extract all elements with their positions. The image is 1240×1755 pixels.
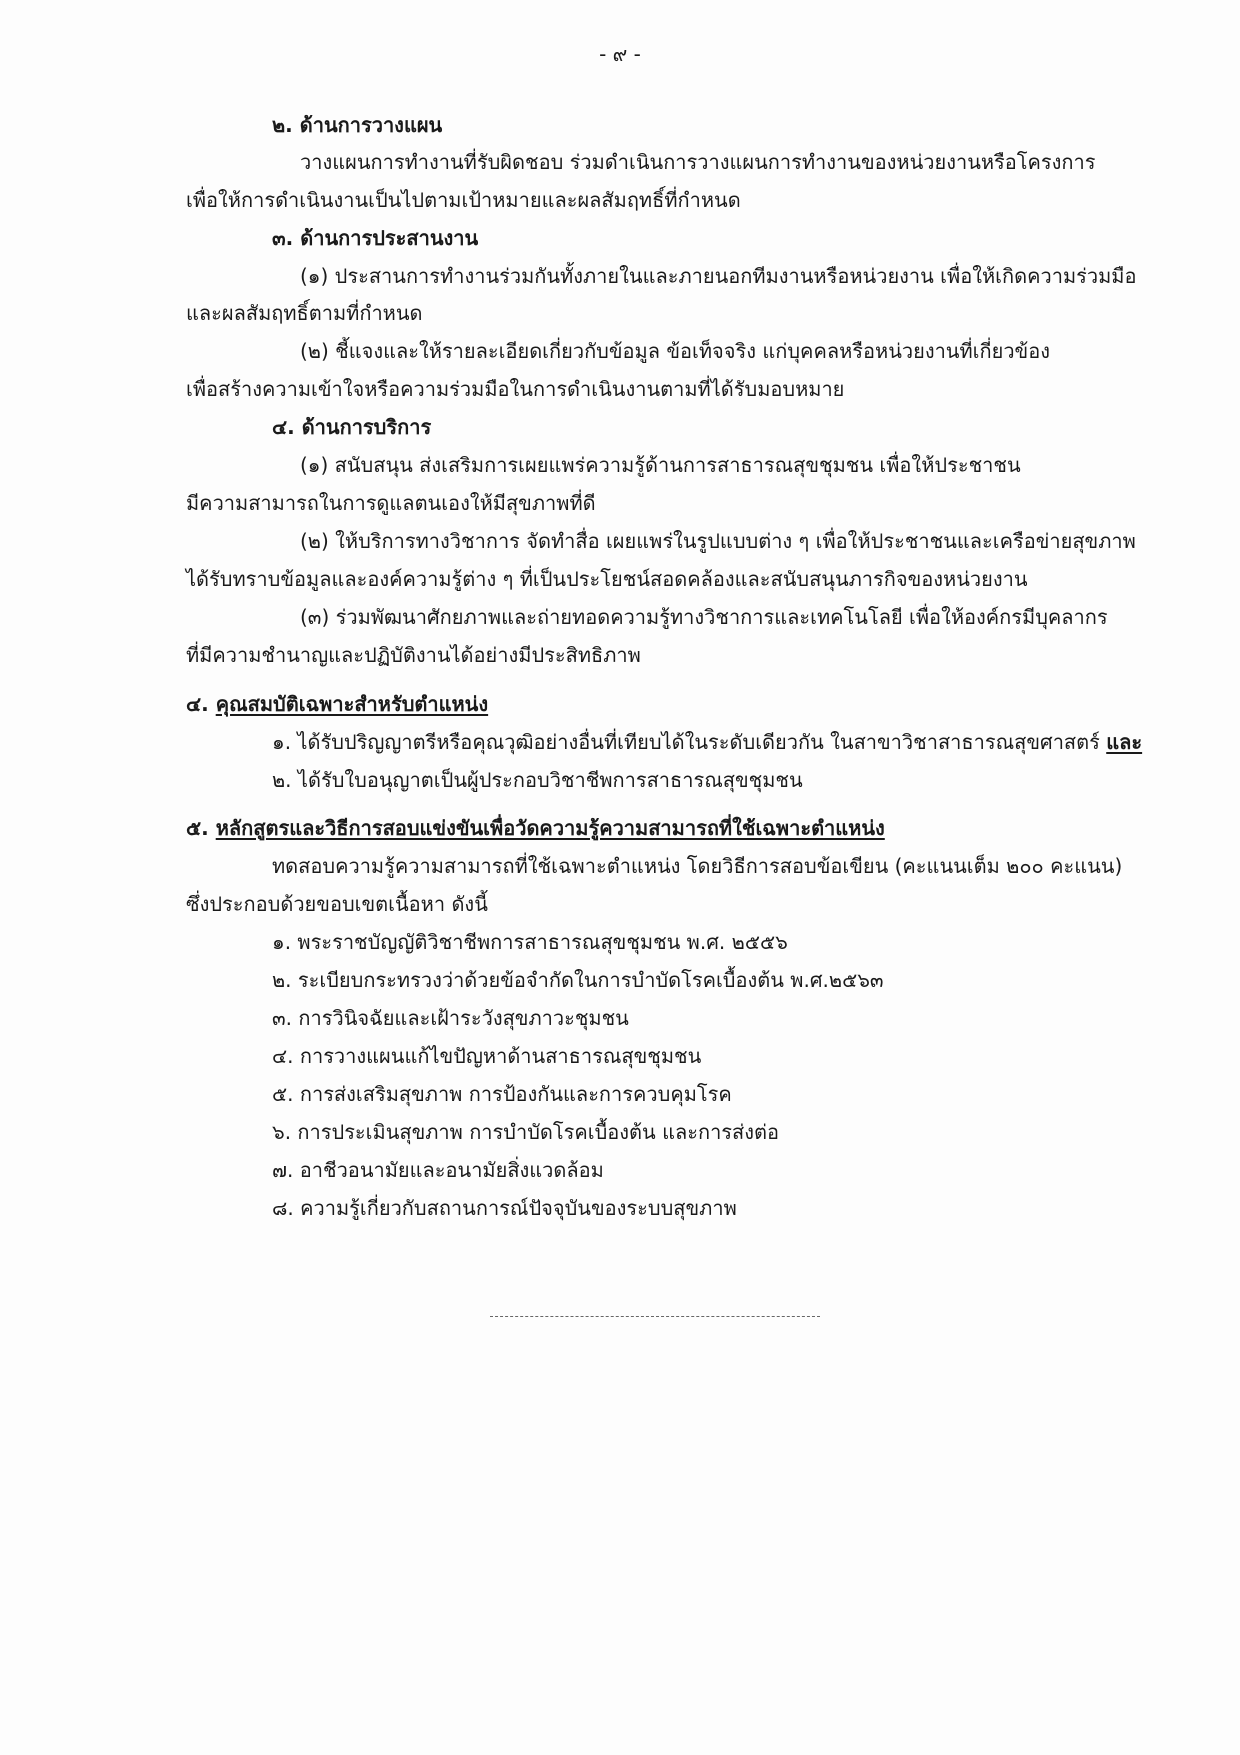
- end-separator-line: [490, 1316, 820, 1317]
- service-item-1-line-1: (๑) สนับสนุน ส่งเสริมการเผยแพร่ความรู้ด้านการสาธารณสุขชุมชน เพื่อให้ประชาชน: [300, 453, 1021, 477]
- exam-topic-4: ๔. การวางแผนแก้ไขปัญหาด้านสาธารณสุขชุมชน: [272, 1044, 702, 1068]
- service-item-2-line-2: ได้รับทราบข้อมูลและองค์ความรู้ต่าง ๆ ที่เป็นประโยชน์สอดคล้องและสนับสนุนภารกิจของหน่วยงาน: [186, 567, 1028, 591]
- exam-topic-2: ๒. ระเบียบกระทรวงว่าด้วยข้อจำกัดในการบำบัดโรคเบื้องต้น พ.ศ.๒๕๖๓: [272, 968, 884, 992]
- section-planning-heading: ๒. ด้านการวางแผน: [272, 113, 443, 137]
- exam-intro-line-1: ทดสอบความรู้ความสามารถที่ใช้เฉพาะตำแหน่ง โดยวิธีการสอบข้อเขียน (คะแนนเต็ม ๒๐๐ คะแนน): [272, 854, 1123, 878]
- exam-topic-3: ๓. การวินิจฉัยและเฝ้าระวังสุขภาวะชุมชน: [272, 1006, 629, 1030]
- planning-paragraph-line-2: เพื่อให้การดำเนินงานเป็นไปตามเป้าหมายและผลสัมฤทธิ์ที่กำหนด: [186, 188, 741, 212]
- qualification-item-1: [272, 730, 1142, 754]
- section-coordination-heading: ๓. ด้านการประสานงาน: [272, 226, 479, 250]
- qualification-item-2: ๒. ได้รับใบอนุญาตเป็นผู้ประกอบวิชาชีพการสาธารณสุขชุมชน: [272, 768, 803, 792]
- qualification-item-1-text: ๑. ได้รับปริญญาตรีหรือคุณวุฒิอย่างอื่นที่เทียบได้ในระดับเดียวกัน ในสาขาวิชาสาธารณสุขศาสตร์: [272, 730, 1100, 754]
- qualifications-heading-number: ๔.: [186, 692, 209, 716]
- coordination-item-1-line-1: (๑) ประสานการทำงานร่วมกันทั้งภายในและภายนอกทีมงานหรือหน่วยงาน เพื่อให้เกิดความร่วมมือ: [300, 264, 1137, 288]
- section-service-heading: ๔. ด้านการบริการ: [272, 415, 432, 439]
- exam-intro-line-2: ซึ่งประกอบด้วยขอบเขตเนื้อหา ดังนี้: [186, 892, 488, 916]
- exam-heading-text: หลักสูตรและวิธีการสอบแข่งขันเพื่อวัดความรู้ความสามารถที่ใช้เฉพาะตำแหน่ง: [215, 816, 885, 840]
- exam-topic-7: ๗. อาชีวอนามัยและอนามัยสิ่งแวดล้อม: [272, 1158, 604, 1182]
- coordination-item-2-line-2: เพื่อสร้างความเข้าใจหรือความร่วมมือในการดำเนินงานตามที่ได้รับมอบหมาย: [186, 377, 845, 401]
- service-item-3-line-2: ที่มีความชำนาญและปฏิบัติงานได้อย่างมีประสิทธิภาพ: [186, 643, 641, 667]
- exam-topic-1: ๑. พระราชบัญญัติวิชาชีพการสาธารณสุขชุมชน พ.ศ. ๒๕๕๖: [272, 930, 788, 954]
- coordination-item-2-line-1: (๒) ชี้แจงและให้รายละเอียดเกี่ยวกับข้อมูล ข้อเท็จจริง แก่บุคคลหรือหน่วยงานที่เกี่ยวข้อง: [300, 339, 1051, 363]
- qualification-item-1-and: และ: [1106, 730, 1143, 754]
- page-number: - ๙ -: [599, 42, 641, 66]
- exam-heading-number: ๕.: [186, 816, 209, 840]
- exam-heading: [186, 816, 885, 840]
- exam-topic-6: ๖. การประเมินสุขภาพ การบำบัดโรคเบื้องต้น และการส่งต่อ: [272, 1120, 780, 1144]
- qualifications-heading: [186, 692, 488, 716]
- exam-topic-5: ๕. การส่งเสริมสุขภาพ การป้องกันและการควบคุมโรค: [272, 1082, 732, 1106]
- service-item-1-line-2: มีความสามารถในการดูแลตนเองให้มีสุขภาพที่ดี: [186, 491, 596, 515]
- coordination-item-1-line-2: และผลสัมฤทธิ์ตามที่กำหนด: [186, 301, 423, 325]
- exam-topic-8: ๘. ความรู้เกี่ยวกับสถานการณ์ปัจจุบันของระบบสุขภาพ: [272, 1196, 737, 1220]
- service-item-3-line-1: (๓) ร่วมพัฒนาศักยภาพและถ่ายทอดความรู้ทางวิชาการและเทคโนโลยี เพื่อให้องค์กรมีบุคลากร: [300, 605, 1108, 629]
- planning-paragraph-line-1: วางแผนการทำงานที่รับผิดชอบ ร่วมดำเนินการวางแผนการทำงานของหน่วยงานหรือโครงการ: [300, 150, 1096, 174]
- service-item-2-line-1: (๒) ให้บริการทางวิชาการ จัดทำสื่อ เผยแพร่ในรูปแบบต่าง ๆ เพื่อให้ประชาชนและเครือข่ายสุขภาพ: [300, 529, 1136, 553]
- qualifications-heading-text: คุณสมบัติเฉพาะสำหรับตำแหน่ง: [215, 692, 489, 716]
